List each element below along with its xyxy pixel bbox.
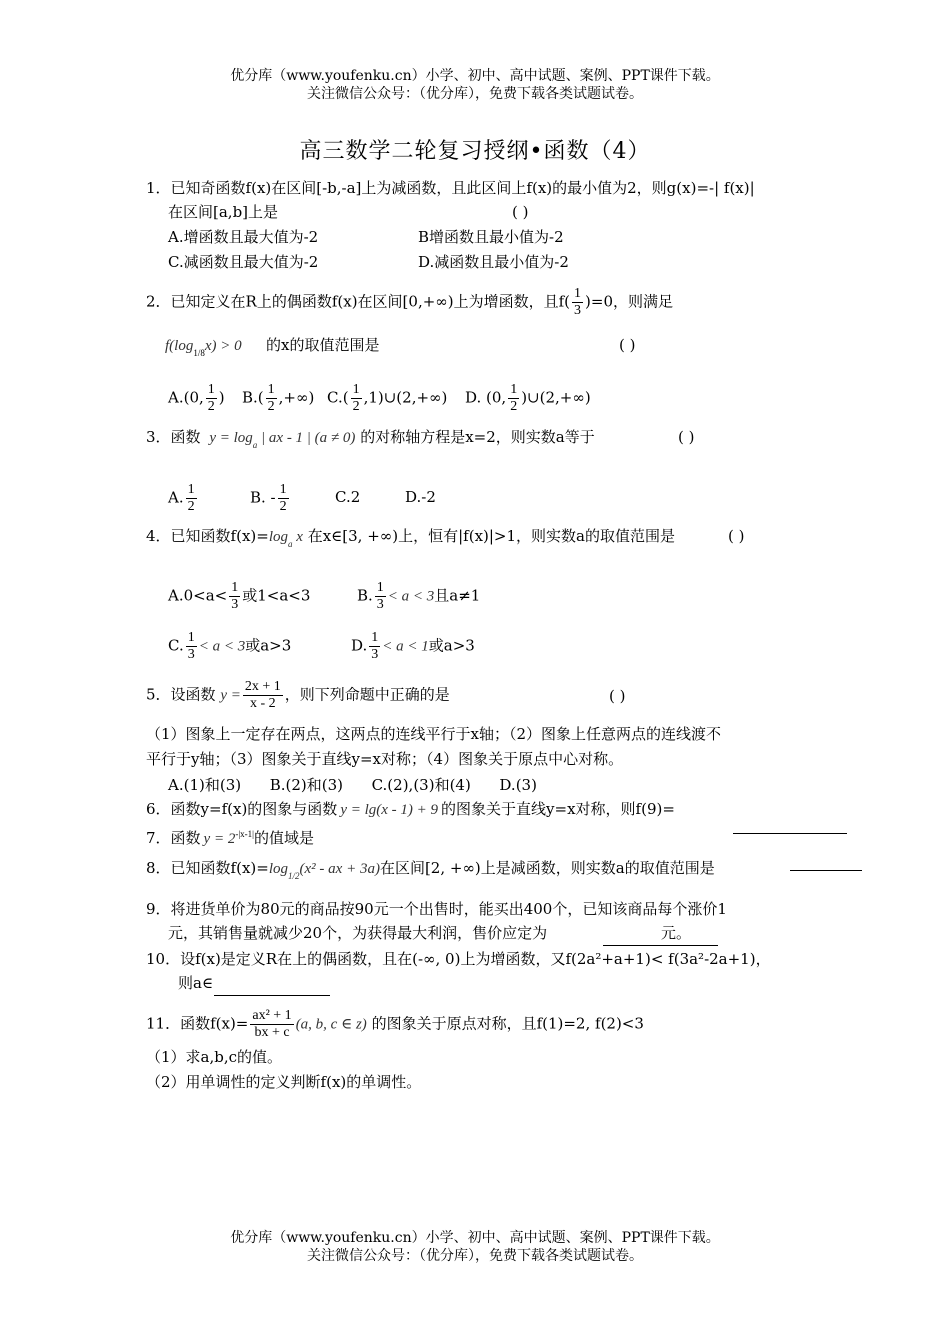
q1-bracket: ( ) bbox=[512, 203, 529, 221]
q4-bracket: ( ) bbox=[728, 527, 745, 545]
q2-stem bbox=[146, 286, 673, 319]
q2-stem-cont: 的x的取值范围是 bbox=[266, 336, 380, 354]
q3-option-a: A. $\frac{1}{2}$ bbox=[168, 482, 195, 514]
q2-option-c: C.( $\frac{1}{2}$ ,1)∪(2,+∞) bbox=[327, 382, 448, 414]
fraction-one-third: $\frac{1}{3}$ bbox=[574, 286, 582, 318]
q2-stem-b: )=0，则满足 bbox=[585, 292, 674, 311]
q2-condition: $f(\log_{1/8}x) > 0$ bbox=[165, 338, 242, 358]
q9-answer-blank[interactable] bbox=[603, 944, 718, 946]
q5-statement-1: （1）图象上一定存在两点，这两点的连线平行于x轴；（2）图象上任意两点的连线渡不 bbox=[146, 725, 722, 743]
q2-stem-a: 2．已知定义在R上的偶函数f(x)在区间[0,+∞)上为增函数，且f( bbox=[146, 292, 571, 311]
header-line-1: 优分库（www.youfenku.cn）小学、初中、高中试题、案例、PPT课件下载。 bbox=[230, 68, 720, 84]
q2-bracket: ( ) bbox=[619, 336, 636, 354]
q10-answer-blank[interactable] bbox=[214, 994, 330, 996]
q9-stem: 9．将进货单价为80元的商品按90元一个出售时，能买出400个，已知该商品每个涨价1 bbox=[146, 900, 727, 918]
footer-line-1: 优分库（www.youfenku.cn）小学、初中、高中试题、案例、PPT课件下载。 bbox=[230, 1230, 720, 1246]
q5-statement-2: 平行于y轴；（3）图象关于直线y=x对称；（4）图象关于原点中心对称。 bbox=[146, 750, 624, 768]
q1-stem: 1．已知奇函数f(x)在区间[-b,-a]上为减函数，且此区间上f(x)的最小值为2，则g(x)=-| f(x)| bbox=[146, 179, 755, 197]
q7-answer-blank[interactable] bbox=[733, 832, 847, 834]
q11-stem: 11．函数f(x)= $\frac{\text{ax² + 1}}{bx + c}$ (a, b, c ∈ z) 的图象关于原点对称，且f(1)=2, f(2)<3 bbox=[146, 1008, 644, 1040]
footer-line-2: 关注微信公众号：（优分库），免费下载各类试题试卷。 bbox=[307, 1248, 643, 1264]
q8-formula: $\log_{1/2}(x^2$ - ax + 3a) bbox=[268, 861, 380, 881]
q11-fraction: $\frac{\text{ax² + 1}}{bx + c}$ bbox=[252, 1008, 292, 1040]
q5-fraction: $\frac{2x + 1}{x - 2}$ bbox=[244, 679, 281, 711]
q4-option-d: D. $\frac{1}{3}$ < a < 1或a>3 bbox=[351, 630, 475, 662]
page-title: 高三数学二轮复习授纲•函数（4） bbox=[299, 139, 651, 164]
q11-part-2: （2）用单调性的定义判断f(x)的单调性。 bbox=[146, 1073, 422, 1091]
q8-answer-blank[interactable] bbox=[790, 869, 862, 871]
q5-stem: 5．设函数 y = $\frac{2x + 1}{x - 2}$ ，则下列命题中正确的是 bbox=[146, 679, 450, 711]
q3-option-c: C.2 bbox=[335, 488, 361, 506]
q9-unit: 元。 bbox=[661, 924, 692, 942]
q3-bracket: ( ) bbox=[678, 428, 695, 446]
q1-stem-cont: 在区间[a,b]上是 bbox=[168, 203, 279, 221]
q4-stem: 4．已知函数$f(x)=\log_a$ x 在x∈[3, +∞)上，恒有|f(x)|>1，则实数a的取值范围是 bbox=[146, 527, 675, 549]
q6-stem: 6．函数y=f(x)的图象与函数 y = lg(x - 1) + 9 的图象关于直线y=x对称，则f(9)= bbox=[146, 800, 675, 818]
q5-options: A.(1)和(3) B.(2)和(3) C.(2),(3)和(4) D.(3) bbox=[168, 776, 537, 794]
q1-option-d: D.减函数且最小值为-2 bbox=[418, 253, 569, 271]
q4-option-c: C. $\frac{1}{3}$ < a < 3或a>3 bbox=[168, 630, 292, 662]
q8-stem: 8．已知函数$f(x)=\log_{1/2}(x^2$ - ax + 3a)在区间[2, +∞)上是减函数，则实数a的取值范围是 bbox=[146, 859, 715, 881]
q4-option-a: A.0<a< $\frac{1}{3}$ 或1<a<3 bbox=[168, 580, 311, 612]
q9-stem-cont: 元，其销售量就减少20个，为获得最大利润，售价应定为 bbox=[168, 924, 548, 942]
q10-stem-cont: 则a∈ bbox=[178, 974, 214, 992]
q11-part-1: （1）求a,b,c的值。 bbox=[146, 1048, 283, 1066]
q5-bracket: ( ) bbox=[609, 687, 626, 705]
q7-stem: 7．函数 $y = 2^{-|x-1|}$的值域是 bbox=[146, 829, 314, 847]
q2-option-b: B.( $\frac{1}{2}$ ,+∞) bbox=[242, 382, 315, 414]
q10-stem: 10．设f(x)是定义R在上的偶函数，且在(-∞, 0)上为增函数，又f(2a²+a+1)< f(3a²-2a+1)， bbox=[146, 950, 771, 968]
q1-option-b: B增函数且最小值为-2 bbox=[418, 228, 564, 246]
q3-option-b: B. - $\frac{1}{2}$ bbox=[250, 482, 287, 514]
q1-option-a: A.增函数且最大值为-2 bbox=[168, 228, 319, 246]
q3-formula: $y = \log_a$ | ax - 1 | (a ≠ 0) bbox=[209, 430, 356, 450]
q2-option-d: D. (0, $\frac{1}{2}$ )∪(2,+∞) bbox=[465, 382, 591, 414]
q1-option-c: C.减函数且最大值为-2 bbox=[168, 253, 319, 271]
q3-option-d: D.-2 bbox=[405, 488, 436, 506]
q4-option-b: B. $\frac{1}{3}$ < a < 3且a≠1 bbox=[357, 580, 481, 612]
header-line-2: 关注微信公众号：（优分库），免费下载各类试题试卷。 bbox=[307, 86, 643, 102]
q4-formula: $\log_a x$ bbox=[268, 529, 303, 549]
q2-option-a: A.(0, $\frac{1}{2}$ ) bbox=[168, 382, 225, 414]
q3-stem: 3．函数 $y = \log_a$ | ax - 1 | (a ≠ 0) 的对称轴方程是x=2，则实数a等于 bbox=[146, 428, 595, 450]
